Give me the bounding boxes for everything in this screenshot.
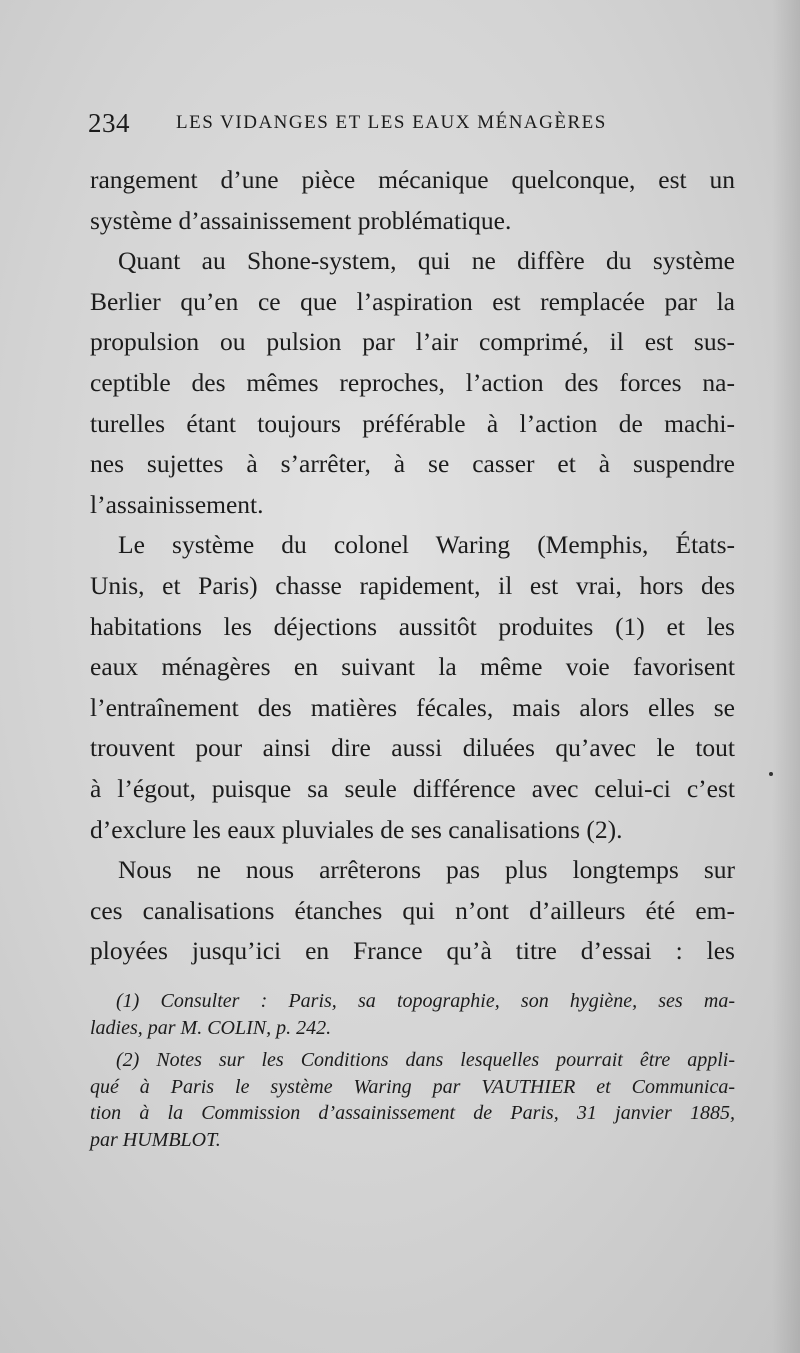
body-line: habitations les déjections aussitôt produites (1) et les bbox=[90, 611, 735, 641]
body-line: l’entraînement des matières fécales, mais alors elles se bbox=[90, 692, 735, 722]
paper-speck bbox=[769, 772, 773, 776]
footnote-line: (1) Consulter : Paris, sa topographie, son hygiène, ses ma- bbox=[116, 990, 735, 1012]
body-line: rangement d’une pièce mécanique quelconque, est un bbox=[90, 165, 735, 194]
body-line: d’exclure les eaux pluviales de ses canalisations (2). bbox=[90, 814, 623, 844]
footnotes bbox=[90, 988, 735, 1153]
page-number: 234 bbox=[88, 108, 130, 138]
body-line: ployées jusqu’ici en France qu’à titre d’essai : les bbox=[90, 936, 735, 966]
body-line: Berlier qu’en ce que l’aspiration est remplacée par la bbox=[90, 286, 735, 316]
body-line: Unis, et Paris) chasse rapidement, il est vrai, hors des bbox=[90, 570, 735, 600]
body-text bbox=[90, 160, 735, 972]
body-line: ceptible des mêmes reproches, l’action des forces na- bbox=[90, 367, 735, 397]
body-line: eaux ménagères en suivant la même voie favorisent bbox=[90, 652, 735, 682]
body-line: Quant au Shone-system, qui ne diffère du système bbox=[118, 246, 735, 276]
footnote-line: (2) Notes sur les Conditions dans lesquelles pourrait être appli- bbox=[116, 1049, 735, 1071]
body-line: Nous ne nous arrêterons pas plus longtemps sur bbox=[118, 855, 735, 885]
body-line: turelles étant toujours préférable à l’action de machi- bbox=[90, 408, 735, 438]
body-line: propulsion ou pulsion par l’air comprimé, il est sus- bbox=[90, 327, 735, 357]
body-line: trouvent pour ainsi dire aussi diluées qu’avec le tout bbox=[90, 733, 735, 763]
body-line: ces canalisations étanches qui n’ont d’ailleurs été em- bbox=[90, 895, 735, 925]
body-line: l’assainissement. bbox=[90, 489, 264, 519]
body-line: à l’égout, puisque sa seule différence avec celui-ci c’est bbox=[90, 773, 735, 803]
running-title: LES VIDANGES ET LES EAUX MÉNAGÈRES bbox=[176, 112, 607, 133]
page-edge-shadow bbox=[772, 0, 800, 1353]
body-line: système d’assainissement problématique. bbox=[90, 205, 512, 235]
body-line: Le système du colonel Waring (Memphis, États- bbox=[118, 530, 735, 560]
footnote-line: ladies, par M. COLIN, p. 242. bbox=[90, 1016, 332, 1039]
footnote-line: par HUMBLOT. bbox=[90, 1128, 221, 1151]
footnote-line: qué à Paris le système Waring par VAUTHIER et Communica- bbox=[90, 1075, 735, 1098]
body-line: nes sujettes à s’arrêter, à se casser et à suspendre bbox=[90, 449, 735, 479]
footnote-line: tion à la Commission d’assainissement de Paris, 31 janvier 1885, bbox=[90, 1102, 735, 1124]
running-head bbox=[88, 108, 728, 148]
